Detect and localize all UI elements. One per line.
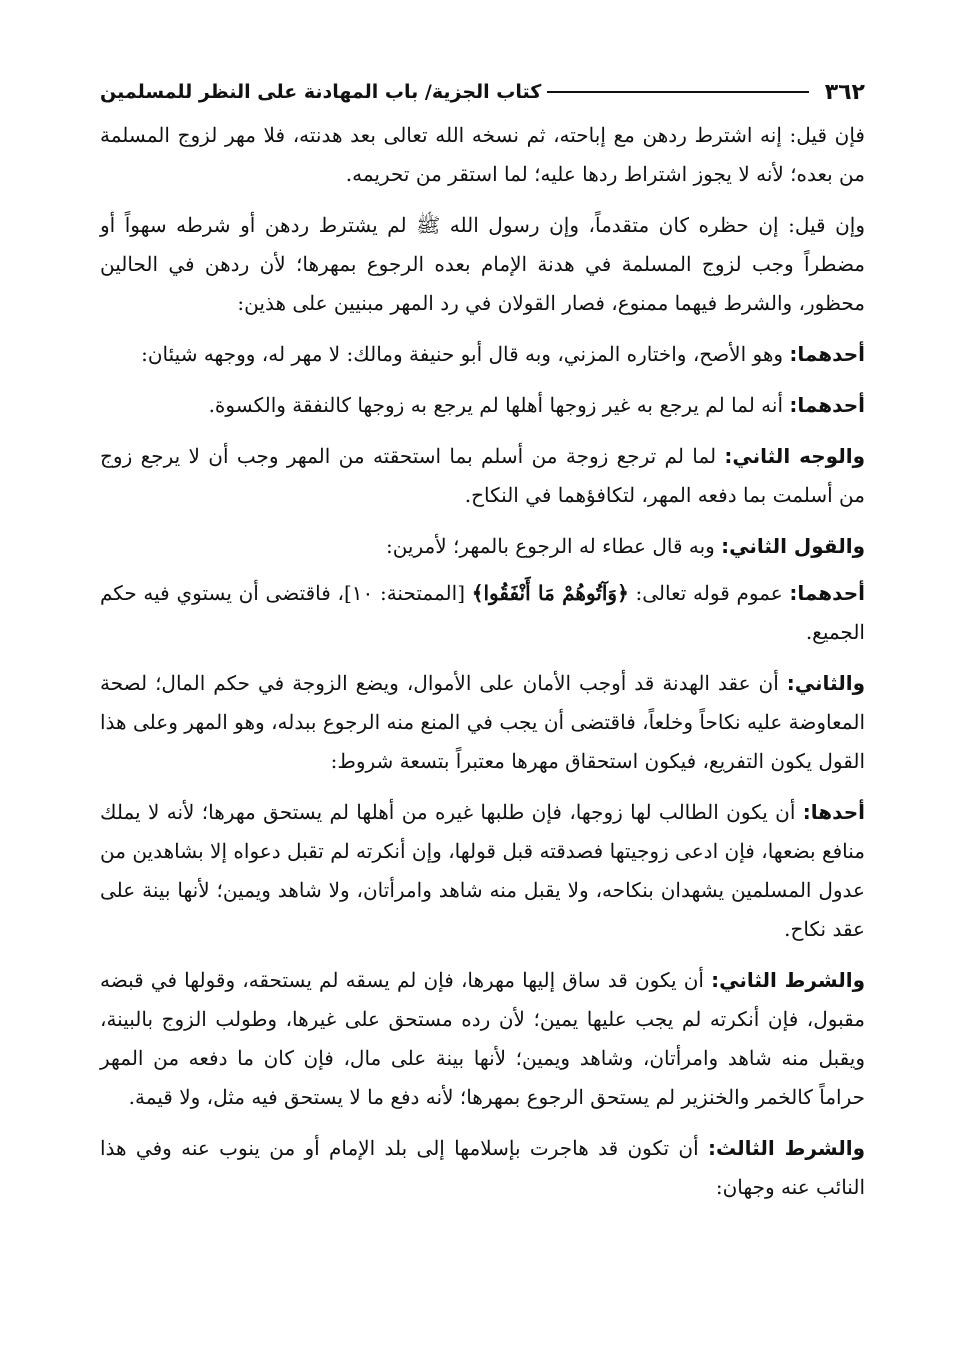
paragraph-text: عموم قوله تعالى:	[628, 581, 790, 605]
paragraph-lead: والقول الثاني:	[721, 534, 865, 558]
paragraph-text: وبه قال عطاء له الرجوع بالمهر؛ لأمرين:	[385, 534, 722, 558]
paragraph-lead: أحدهما:	[789, 581, 865, 605]
book-page	[100, 72, 865, 1219]
paragraph-text: أن عقد الهدنة قد أوجب الأمان على الأموال، ويضع الزوجة في حكم المال؛ لصحة المعاوضة عليه نكاحاً وخلعاً، فاقتضى أن يجب في المنع منه الرجوع ببدله، وهو المهر وعلى هذا القول يكون التفريع، فيكون استحقاق مهرها معتبراً بتسعة شروط:	[100, 671, 865, 773]
paragraph-text: أن تكون قد هاجرت بإسلامها إلى بلد الإمام أو من ينوب عنه وفي هذا النائب عنه وجهان:	[100, 1136, 865, 1199]
paragraph-text: أن يكون قد ساق إليها مهرها، فإن لم يسقه لم يستحقه، وقولها في قبضه مقبول، فإن أنكرته لم يجب عليها يمين؛ لأن رده مستحق على غيرها، وطولب الزوج بالبينة، ويقبل منه شاهد وامرأتان، وشاهد ويمين؛ لأنها بينة على مال، فإن كان ما دفعه من المهر حراماً كالخمر والخنزير لم يستحق الرجوع بمهرها؛ لأنه دفع ما لا يستحق فيه مثل، ولا قيمة.	[100, 968, 865, 1109]
paragraph-text: وإن قيل: إن حظره كان متقدماً، وإن رسول الله ﷺ لم يشترط ردهن أو شرطه سهواً أو مضطراً وجب لزوج المسلمة في هدنة الإمام بعده الرجوع بمهرها؛ لأن ردهن في الحالين محظور، والشرط فيهما ممنوع، فصار القولان في رد المهر مبنيين على هذين:	[100, 213, 865, 315]
quran-verse: ﴿وَآتُوهُمْ مَا أَنْفَقُوا﴾	[471, 581, 629, 605]
paragraph	[100, 386, 865, 425]
paragraph-lead: أحدها:	[802, 800, 865, 824]
paragraph	[100, 961, 865, 1117]
paragraph	[100, 1129, 865, 1207]
paragraph-lead: أحدهما:	[789, 393, 865, 417]
paragraph-lead: والشرط الثاني:	[711, 968, 866, 992]
paragraph-text: أن يكون الطالب لها زوجها، فإن طلبها غيره من أهلها لم يستحق مهرها؛ لأنه لا يملك منافع بضعها، فإن ادعى زوجيتها فصدقته قبل قولها، وإن أنكرته لم تقبل دعواه إلا بشاهدين من عدول المسلمين يشهدان بنكاحه، ولا يقبل منه شاهد وامرأتان، ولا شاهد ويمين؛ لأنها بينة على عقد نكاح.	[100, 800, 865, 941]
paragraph	[100, 335, 865, 374]
paragraph-text: أنه لما لم يرجع به غير زوجها أهلها لم يرجع به زوجها كالنفقة والكسوة.	[208, 393, 790, 417]
paragraph	[100, 664, 865, 781]
paragraph	[100, 437, 865, 515]
paragraph-text: [الممتحنة: ١٠]، فاقتضى أن يستوي فيه حكم الجميع.	[100, 581, 865, 644]
page-body	[100, 116, 865, 1207]
paragraph-lead: والشرط الثالث:	[707, 1136, 865, 1160]
paragraph	[100, 116, 865, 194]
page-number: ٣٦٢	[824, 79, 865, 105]
running-title: كتاب الجزية/ باب المهادنة على النظر للمسلمين	[100, 81, 542, 103]
paragraph-text: وهو الأصح، واختاره المزني، وبه قال أبو حنيفة ومالك: لا مهر له، ووجهه شيئان:	[141, 342, 790, 366]
paragraph-lead: والثاني:	[786, 671, 865, 695]
paragraph-lead: أحدهما:	[789, 342, 865, 366]
header-rule	[547, 91, 808, 93]
paragraph	[100, 793, 865, 949]
page-header	[100, 72, 865, 112]
paragraph-lead: والوجه الثاني:	[724, 444, 865, 468]
paragraph	[100, 527, 865, 566]
paragraph-text: لما لم ترجع زوجة من أسلم بما استحقته من المهر وجب أن لا يرجع زوج من أسلمت بما دفعه المهر، لتكافؤهما في النكاح.	[100, 444, 865, 507]
paragraph	[100, 206, 865, 323]
paragraph	[100, 574, 865, 652]
paragraph-text: فإن قيل: إنه اشترط ردهن مع إباحته، ثم نسخه الله تعالى بعد هدنته، فلا مهر لزوج المسلمة من بعده؛ لأنه لا يجوز اشتراط ردها عليه؛ لما استقر من تحريمه.	[100, 123, 865, 186]
